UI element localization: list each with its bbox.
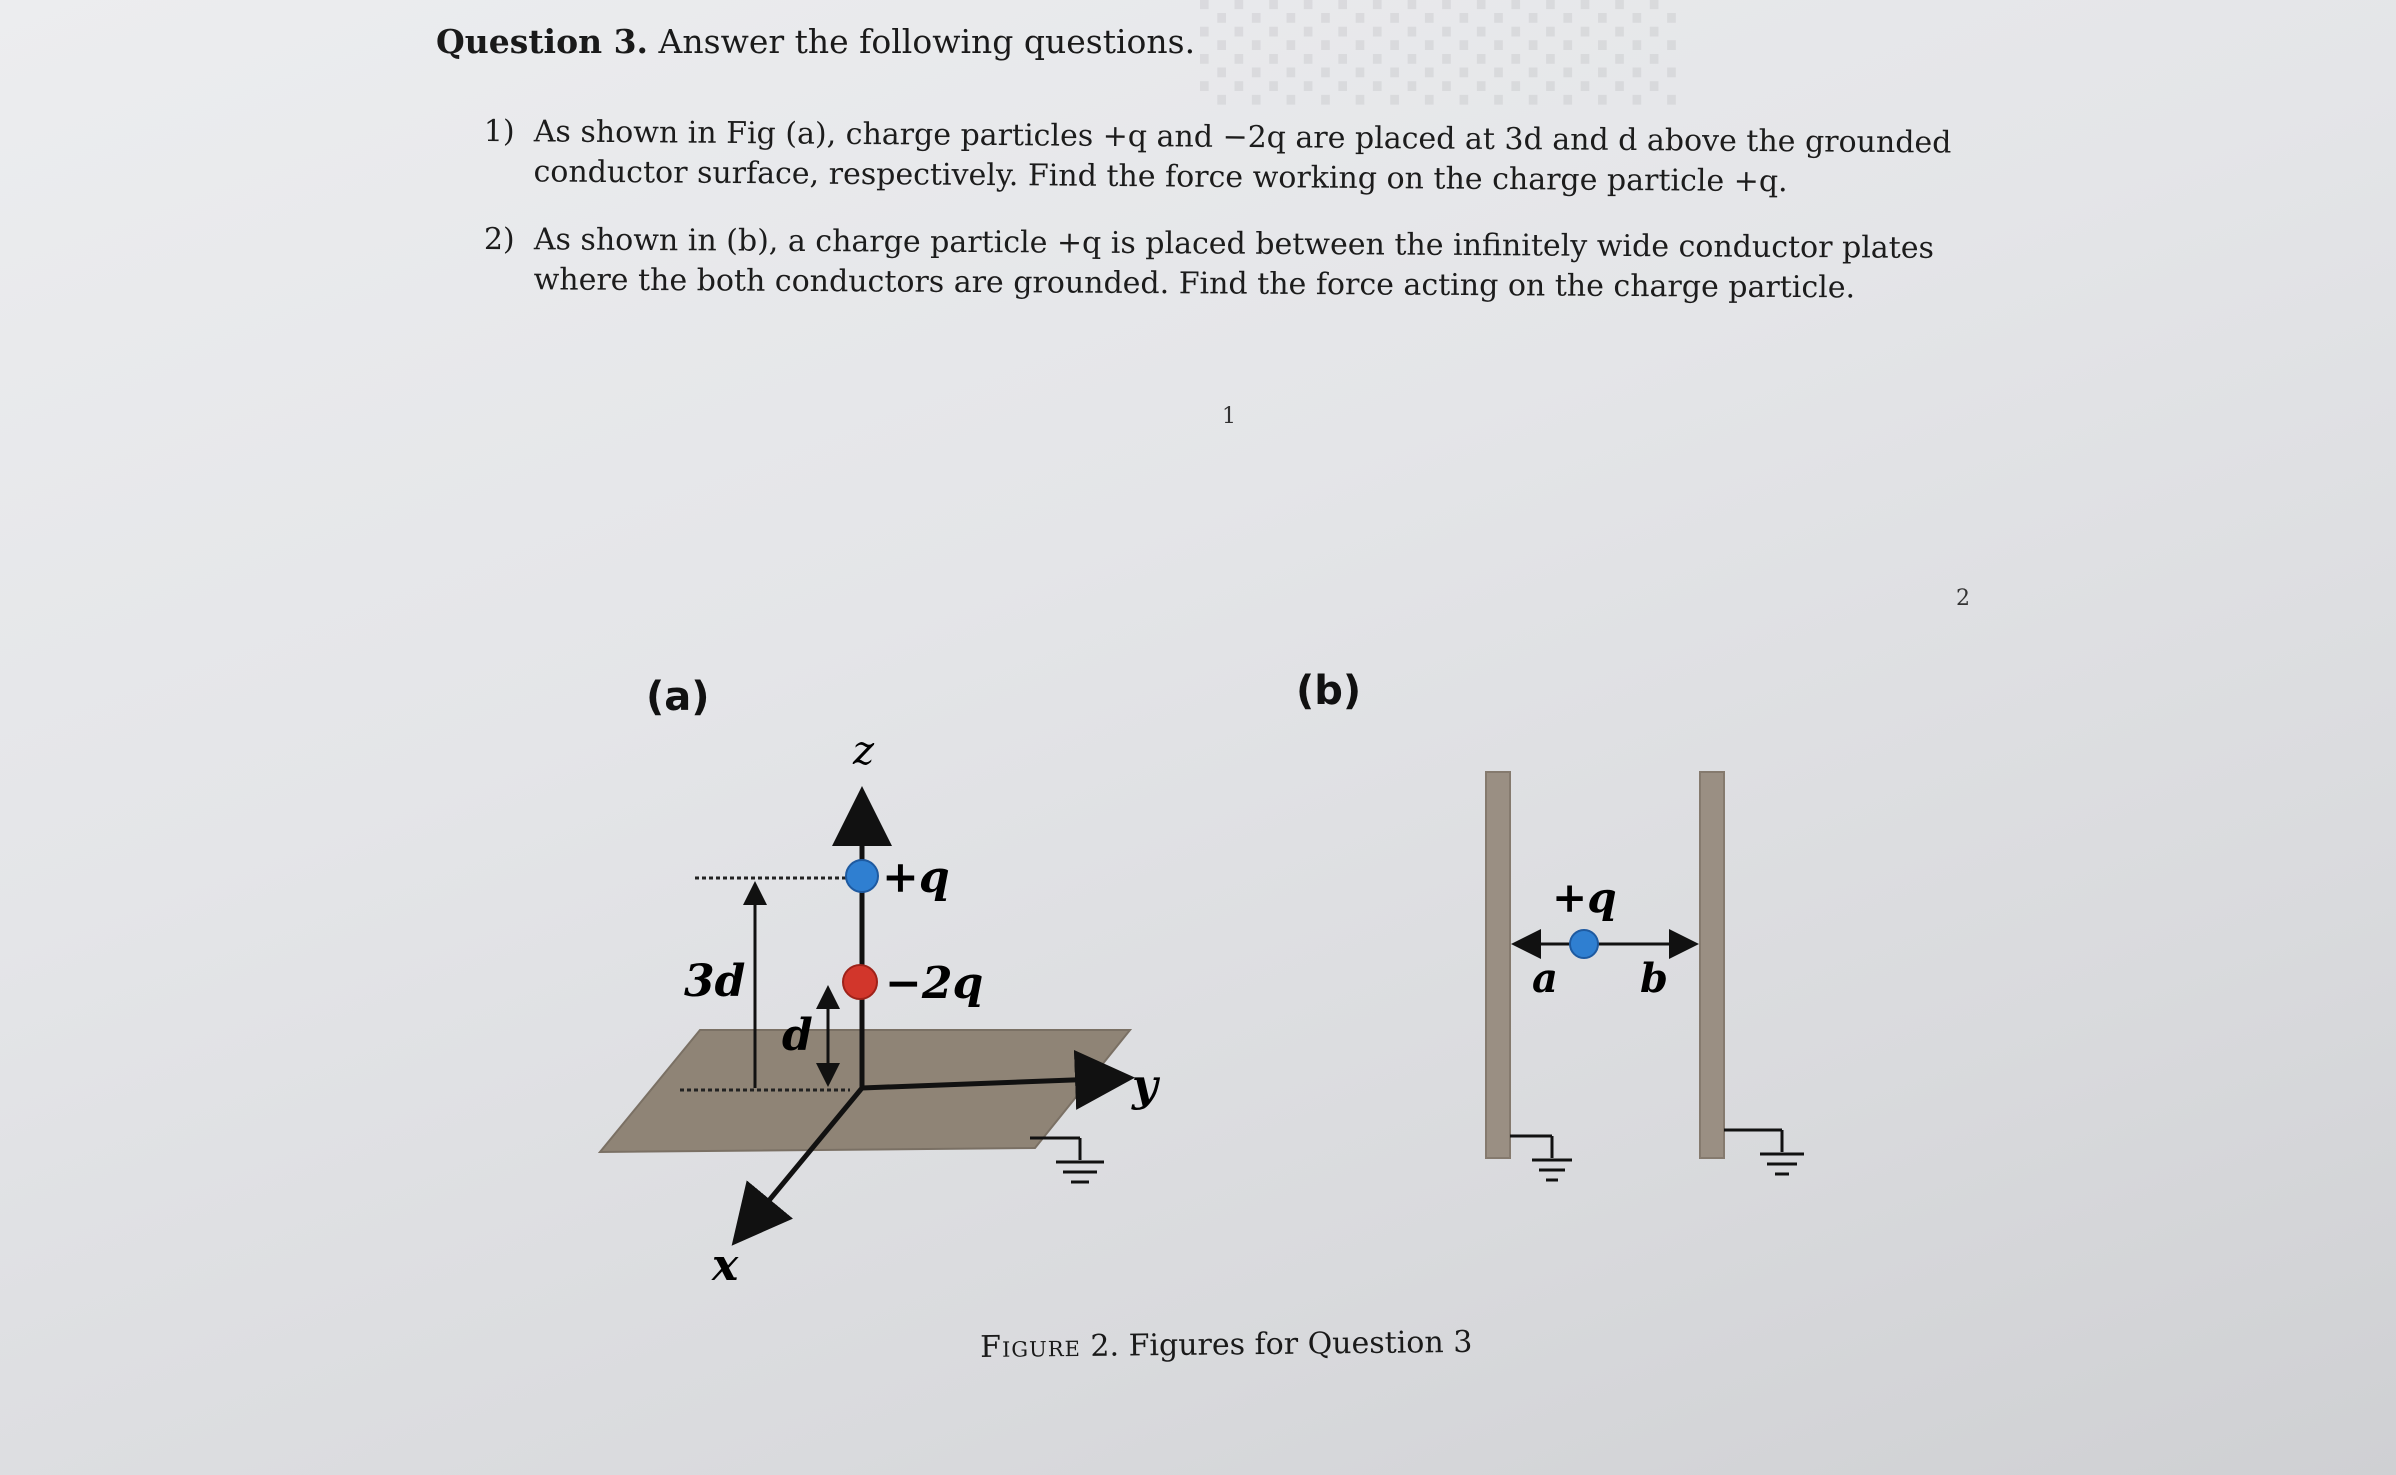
caption-figure-word: Figure (980, 1328, 1082, 1365)
height-3d-label: 3d (684, 956, 746, 1007)
figure-b-label: (b) (1296, 668, 1362, 714)
question-item-2 (483, 220, 1964, 306)
question-prompt: Answer the following questions. (658, 22, 1196, 61)
left-conductor-plate (1486, 772, 1510, 1158)
figure-caption (980, 1325, 1473, 1365)
ground-symbol-right (1724, 1130, 1804, 1174)
item-text: As shown in Fig (a), charge particles +q and −2q are placed at 3d and d above the grounded conductor surface, respectively. Find the force working on the charge particle +q. (533, 114, 1952, 200)
negative-charge-dot (843, 965, 877, 999)
item-number: 1) (483, 113, 515, 150)
distance-b-label: b (1640, 955, 1668, 1002)
figure-b-diagram (1460, 750, 1840, 1210)
y-axis-label: y (1132, 1060, 1158, 1111)
grounded-conductor-plane (600, 1030, 1130, 1152)
positive-charge-dot (846, 860, 878, 892)
right-conductor-plate (1700, 772, 1724, 1158)
question-number: Question 3. (436, 22, 649, 61)
ground-symbol (1030, 1138, 1104, 1182)
charge-minus-2q-label: −2q (885, 958, 984, 1009)
bleed-through-texture: ░░░░░░░ (1200, 0, 1685, 105)
figure-a-label: (a) (646, 674, 710, 720)
caption-text: 2. Figures for Question 3 (1090, 1324, 1473, 1364)
figure-a-diagram (560, 720, 1200, 1300)
page-number-1: 1 (1222, 404, 1236, 429)
z-axis-label: z (853, 728, 875, 774)
item-number: 2) (483, 221, 515, 258)
charge-label: +q (1552, 873, 1617, 922)
distance-a-label: a (1532, 955, 1558, 1002)
page-number-2: 2 (1956, 586, 1970, 611)
x-axis-label: x (712, 1240, 739, 1291)
charge-plus-q-label: +q (882, 852, 950, 903)
ground-symbol-left (1510, 1136, 1572, 1180)
charge-dot (1570, 930, 1598, 958)
item-text: As shown in (b), a charge particle +q is placed between the infinitely wide conductor plates where the both conductors are grounded. Find the force acting on the charge particle. (533, 222, 1935, 306)
question-heading (436, 22, 1195, 61)
question-item-1 (483, 112, 1964, 200)
height-d-label: d (782, 1010, 813, 1061)
